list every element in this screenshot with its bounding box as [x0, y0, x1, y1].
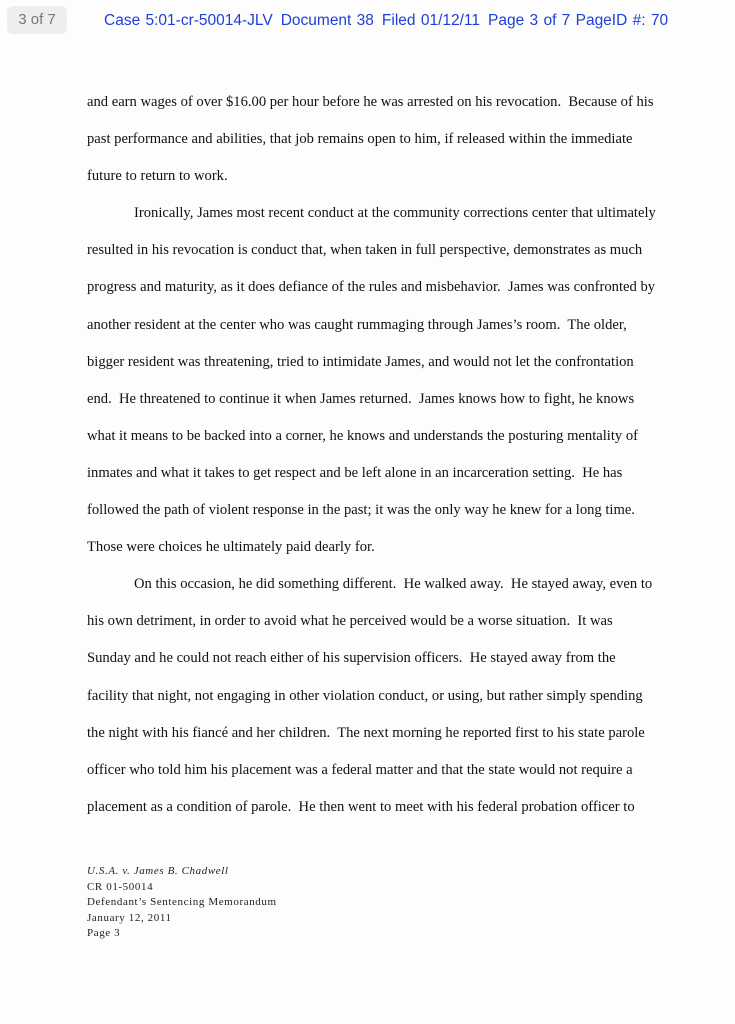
body-line: end. He threatened to continue it when James returned. James knows how to fight, he knows [87, 390, 635, 407]
body-line: bigger resident was threatening, tried to intimidate James, and would not let the confrontation [87, 353, 634, 370]
body-line: facility that night, not engaging in other violation conduct, or using, but rather simply spending [87, 687, 643, 704]
footer-case-number: CR 01-50014 [87, 880, 154, 893]
body-line: progress and maturity, as it does defiance of the rules and misbehavior. James was confronted by [87, 279, 656, 296]
footer-document-title: Defendant’s Sentencing Memorandum [87, 896, 277, 909]
body-line: another resident at the center who was caught rummaging through James’s room. The older, [87, 316, 627, 333]
body-line: followed the path of violent response in the past; it was the only way he knew for a long time. [87, 502, 635, 519]
document-number: Document 38 [280, 12, 374, 29]
body-line: past performance and abilities, that job remains open to him, if released within the immediate [87, 131, 633, 148]
body-line: future to return to work. [87, 168, 228, 185]
case-number: Case 5:01-cr-50014-JLV [104, 12, 273, 29]
footer-case-caption: U.S.A. v. James B. Chadwell [87, 865, 229, 877]
page-id: Page 3 of 7 PageID #: 70 [488, 12, 669, 29]
body-line: On this occasion, he did something different. He walked away. He stayed away, even to [134, 576, 653, 593]
body-line: and earn wages of over $16.00 per hour before he was arrested on his revocation. Because of his [87, 94, 654, 110]
body-line: inmates and what it takes to get respect and be left alone in an incarceration setting. He has [87, 464, 623, 481]
page-indicator-badge: 3 of 7 [7, 6, 67, 34]
footer-date: January 12, 2011 [87, 911, 172, 924]
footer-page-number: Page 3 [87, 927, 121, 940]
filed-date: Filed 01/12/11 [381, 12, 481, 29]
body-line: placement as a condition of parole. He then went to meet with his federal probation officer to [87, 798, 635, 815]
body-line: officer who told him his placement was a federal matter and that the state would not require a [87, 761, 633, 778]
body-line: resulted in his revocation is conduct that, when taken in full perspective, demonstrates as much [87, 242, 643, 259]
case-header [104, 12, 676, 30]
body-line: Those were choices he ultimately paid dearly for. [87, 539, 375, 556]
body-line: what it means to be backed into a corner, he knows and understands the posturing mentality of [87, 427, 638, 444]
body-line: Sunday and he could not reach either of his supervision officers. He stayed away from the [87, 650, 616, 667]
body-line: the night with his fiancé and her children. The next morning he reported first to his state parole [87, 724, 645, 741]
memorandum-body [87, 88, 699, 830]
body-line: his own detriment, in order to avoid what he perceived would be a worse situation. It was [87, 613, 613, 630]
document-footer [87, 864, 277, 942]
body-line: Ironically, James most recent conduct at the community corrections center that ultimately [134, 205, 656, 222]
